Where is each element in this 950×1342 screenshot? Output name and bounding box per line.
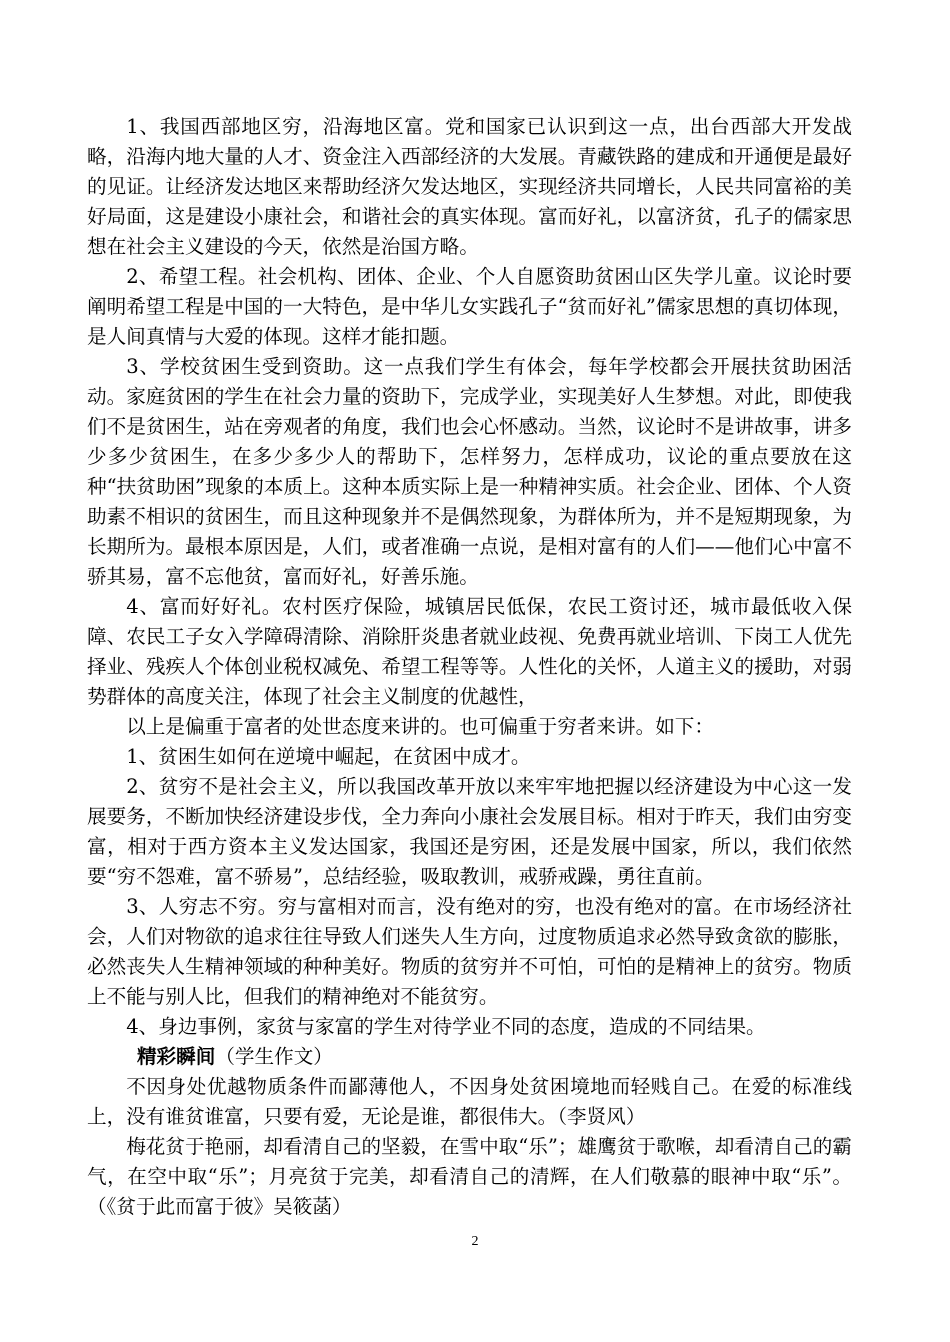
- paragraph-hope-project: 2、希望工程。社会机构、团体、企业、个人自愿资助贫困山区失学儿童。议论时要阐明希望工程是中国的一大特色，是中华儿女实践孔子“贫而好礼”儒家思想的真切体现，是人间真情与大爱的体现。这样才能扣题。: [87, 265, 852, 348]
- document-page: [87, 112, 852, 1222]
- paragraph-poor-rise: 1、贫困生如何在逆境中崛起，在贫困中成才。: [126, 745, 531, 768]
- paragraph-student-essay-2: 梅花贫于艳丽，却看清自己的坚毅，在雪中取“乐”；雄鹰贫于歌喉，却看清自己的霸气，在空中取“乐”；月亮贫于完美，却看清自己的清辉，在人们敬慕的眼神中取“乐”。（《贫于此而富于彼》吴筱菡）: [87, 1135, 852, 1218]
- paragraph-poverty-not-socialism: 2、贫穷不是社会主义，所以我国改革开放以来牢牢地把握以经济建设为中心这一发展要务，不断加快经济建设步伐，全力奔向小康社会发展目标。相对于昨天，我们由穷变富，相对于西方资本主义发达国家，我国还是穷困，还是发展中国家，所以，我们依然要“穷不怨难，富不骄易”，总结经验，吸取教训，戒骄戒躁，勇往直前。: [87, 775, 852, 888]
- paragraph-rich-and-courteous: 4、富而好好礼。农村医疗保险，城镇居民低保，农民工资讨还，城市最低收入保障、农民工子女入学障碍清除、消除肝炎患者就业歧视、免费再就业培训、下岗工人优先择业、残疾人个体创业税权减免、希望工程等等。人性化的关怀，人道主义的援助，对弱势群体的高度关注，体现了社会主义制度的优越性，: [87, 595, 852, 708]
- page-number: 2: [471, 1234, 479, 1249]
- paragraph-nearby-examples: 4、身边事例，家贫与家富的学生对待学业不同的态度，造成的不同结果。: [126, 1015, 766, 1038]
- paragraph-west-development: 1、我国西部地区穷，沿海地区富。党和国家已认识到这一点，出台西部大开发战略，沿海内地大量的人才、资金注入西部经济的大发展。青藏铁路的建成和开通便是最好的见证。让经济发达地区来帮助经济欠发达地区，实现经济共同增长，人民共同富裕的美好局面，这是建设小康社会，和谐社会的真实体现。富而好礼，以富济贫，孔子的儒家思想在社会主义建设的今天，依然是治国方略。: [87, 115, 852, 258]
- section-heading-note: （学生作文）: [215, 1045, 333, 1068]
- paragraph-student-essay-1: 不因身处优越物质条件而鄙薄他人，不因身处贫困境地而轻贱自己。在爱的标准线上，没有谁贫谁富，只要有爱，无论是谁，都很伟大。（李贤风）: [87, 1075, 852, 1128]
- paragraph-school-aid: 3、学校贫困生受到资助。这一点我们学生有体会，每年学校都会开展扶贫助困活动。家庭贫困的学生在社会力量的资助下，完成学业，实现美好人生梦想。对此，即使我们不是贫困生，站在旁观者的角度，我们也会心怀感动。当然，议论时不是讲故事，讲多少多少贫困生，在多少多少人的帮助下，怎样努力，怎样成功，议论的重点要放在这种“扶贫助困”现象的本质上。这种本质实际上是一种精神实质。社会企业、团体、个人资助素不相识的贫困生，而且这种现象并不是偶然现象，为群体所为，并不是短期现象，为长期所为。最根本原因是，人们，或者准确一点说，是相对富有的人们——他们心中富不骄其易，富不忘他贫，富而好礼，好善乐施。: [87, 355, 852, 588]
- section-heading-title: 精彩瞬间: [136, 1045, 216, 1068]
- paragraph-poor-but-ambitious: 3、人穷志不穷。穷与富相对而言，没有绝对的穷，也没有绝对的富。在市场经济社会，人们对物欲的追求往往导致人们迷失人生方向，过度物质追求必然导致贪欲的膨胀，必然丧失人生精神领域的种种美好。物质的贫穷并不可怕，可怕的是精神上的贫穷。物质上不能与别人比，但我们的精神绝对不能贫穷。: [87, 895, 852, 1008]
- section-heading: [87, 1042, 852, 1072]
- paragraph-transition: 以上是偏重于富者的处世态度来讲的。也可偏重于穷者来讲。如下：: [126, 715, 714, 738]
